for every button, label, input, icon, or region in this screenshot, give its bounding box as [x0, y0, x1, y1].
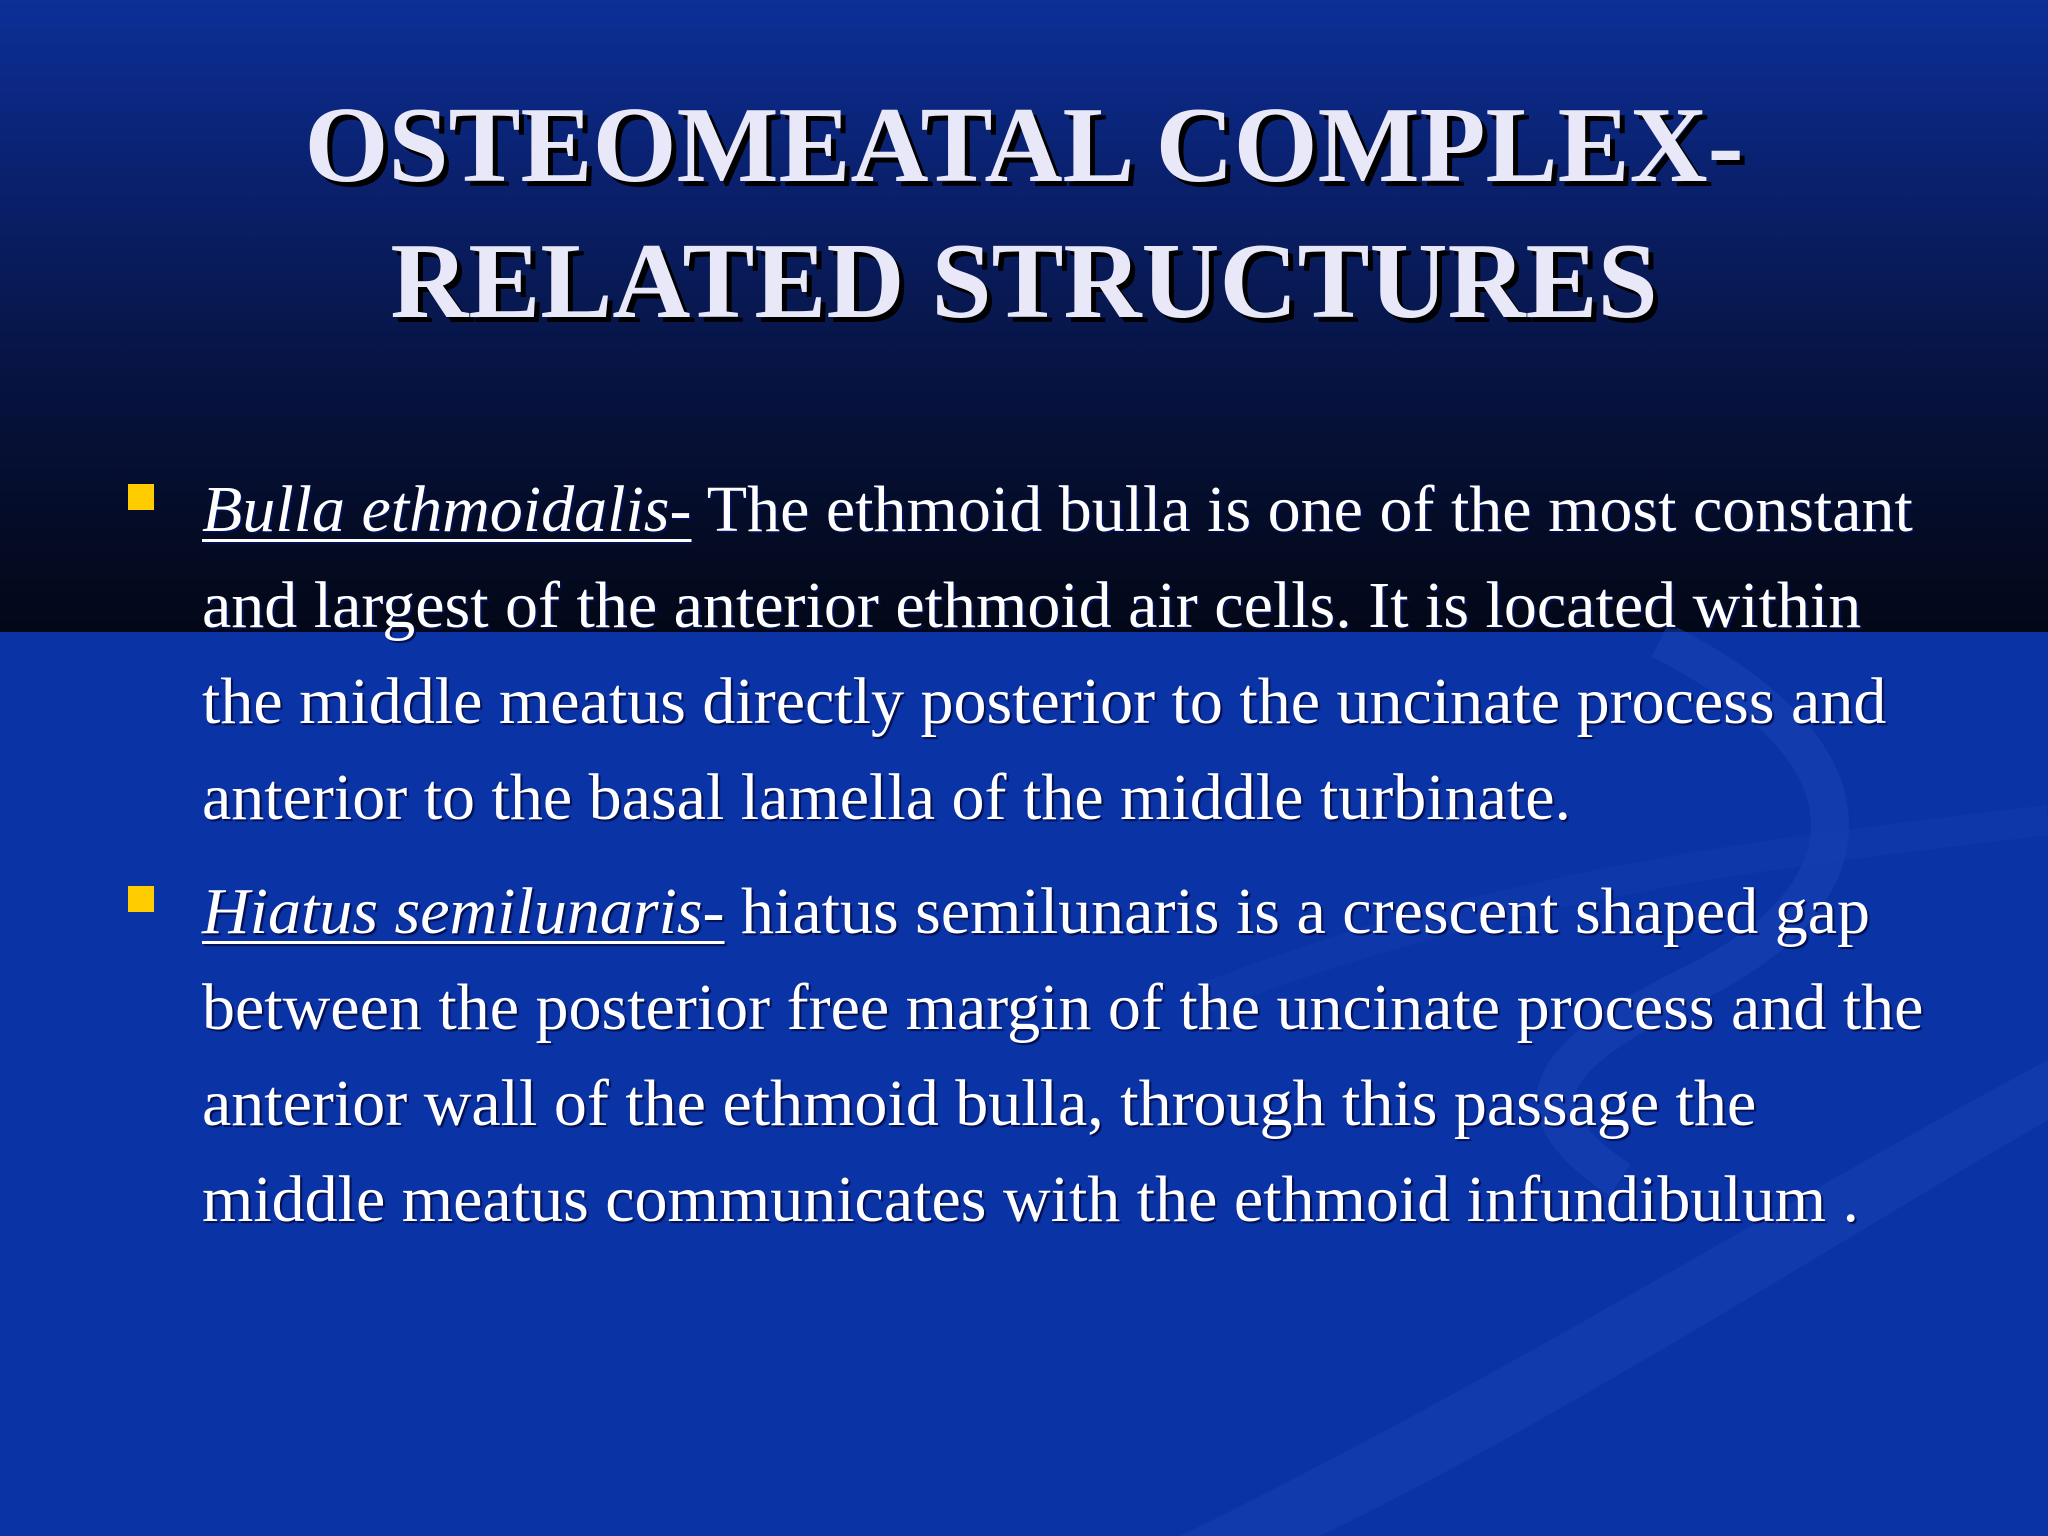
bullet-list	[124, 462, 1954, 1266]
title-line-2: RELATED STRUCTURES	[390, 222, 1658, 341]
bullet-term: Hiatus semilunaris-	[202, 875, 725, 948]
title-line-1: OSTEOMEATAL COMPLEX-	[304, 86, 1744, 205]
slide-title	[0, 78, 2048, 350]
bullet-item-bulla-ethmoidalis	[124, 462, 1954, 846]
square-bullet-icon	[128, 886, 154, 912]
bullet-text: The ethmoid bulla is one of the most constant and largest of the anterior ethmoid air cells. It is located within the middle meatus directly posterior to the uncinate process and anterior to the basal lamella of the middle turbinate.	[202, 473, 1913, 834]
bullet-text: hiatus semilunaris is a crescent shaped gap between the posterior free margin of the uncinate process and the anterior wall of the ethmoid bulla, through this passage the middle meatus communicates with the ethmoid infundibulum .	[202, 875, 1924, 1236]
square-bullet-icon	[128, 484, 154, 510]
bullet-item-hiatus-semilunaris	[124, 864, 1954, 1248]
bullet-term: Bulla ethmoidalis-	[202, 473, 692, 546]
